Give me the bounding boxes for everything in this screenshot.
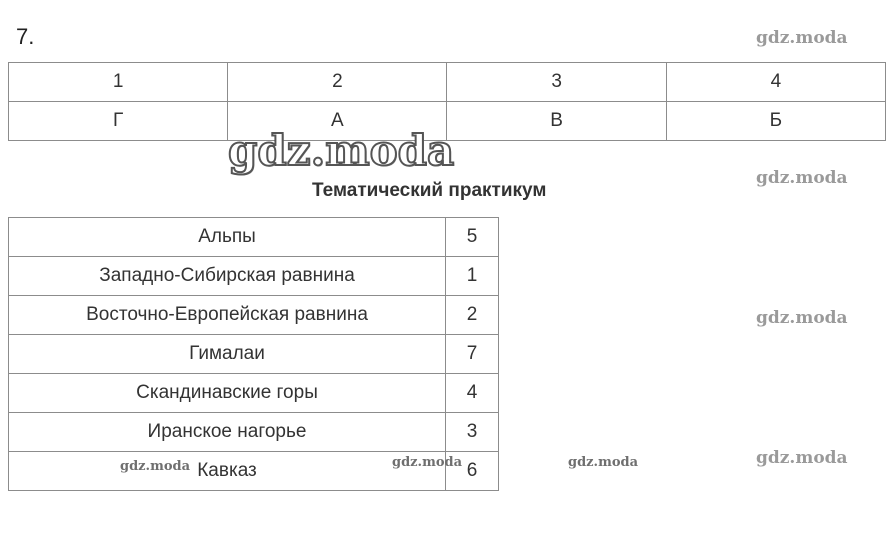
table-row [9, 413, 499, 452]
region-number: 4 [446, 374, 499, 413]
region-number: 3 [446, 413, 499, 452]
region-number: 6 [446, 452, 499, 491]
section-title: Тематический практикум [312, 180, 547, 201]
watermark: gdz.moda [756, 448, 848, 468]
table-row [9, 374, 499, 413]
answer-value-cell: А [228, 102, 447, 141]
watermark: gdz.moda [568, 455, 639, 470]
answer-header-cell: 2 [228, 63, 447, 102]
region-number: 2 [446, 296, 499, 335]
answer-header-cell: 3 [447, 63, 666, 102]
answer-header-cell: 4 [666, 63, 885, 102]
table-row [9, 335, 499, 374]
region-number: 1 [446, 257, 499, 296]
answer-header-cell: 1 [9, 63, 228, 102]
practicum-table [8, 217, 499, 491]
table-row [9, 257, 499, 296]
answer-value-cell: В [447, 102, 666, 141]
table-row [9, 296, 499, 335]
watermark: gdz.moda [756, 168, 848, 188]
answer-value-cell: Б [666, 102, 885, 141]
table-row [9, 218, 499, 257]
region-name: Гималаи [9, 335, 446, 374]
watermark: gdz.moda [756, 28, 848, 48]
region-name: Западно-Сибирская равнина [9, 257, 446, 296]
region-name: Скандинавские горы [9, 374, 446, 413]
region-number: 5 [446, 218, 499, 257]
watermark: gdz.moda [120, 459, 191, 474]
watermark: gdz.moda [756, 308, 848, 328]
region-name: Альпы [9, 218, 446, 257]
region-name: Иранское нагорье [9, 413, 446, 452]
region-name: Кавказ [9, 452, 446, 491]
answer-value-cell: Г [9, 102, 228, 141]
region-name: Восточно-Европейская равнина [9, 296, 446, 335]
watermark: gdz.moda [392, 455, 463, 470]
watermark-large: gdz.moda [228, 126, 455, 175]
task-number: 7. [16, 24, 35, 49]
answer-header-row [9, 63, 886, 102]
region-number: 7 [446, 335, 499, 374]
